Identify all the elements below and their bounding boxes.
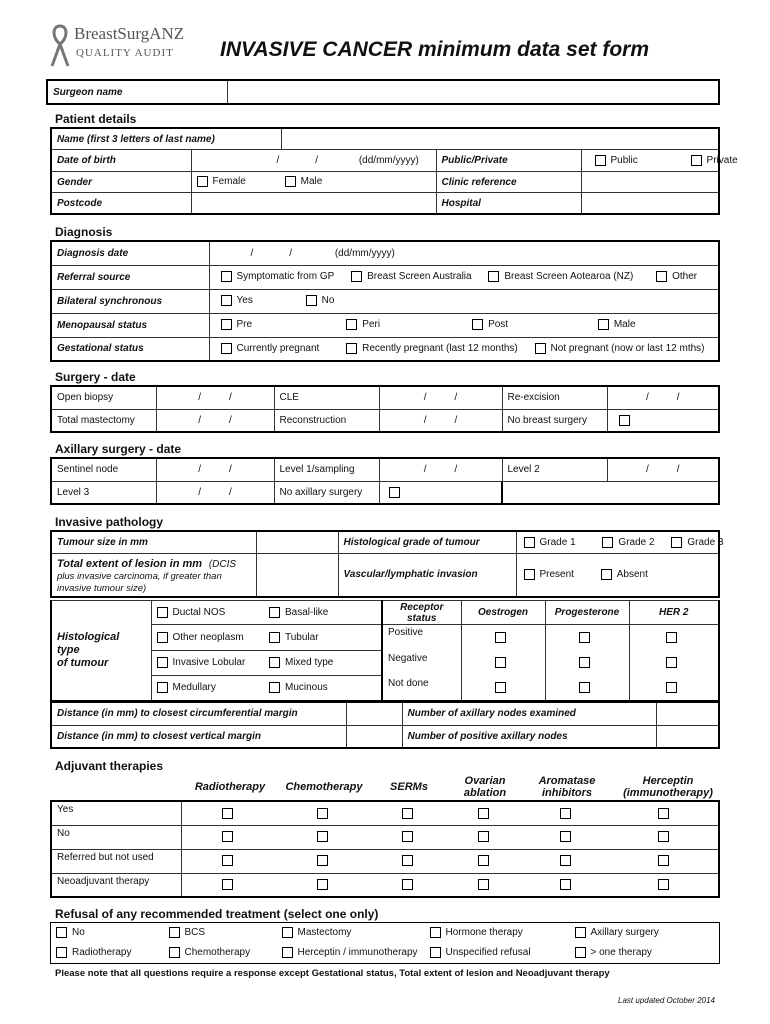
receptor-not-done-label: Not done (382, 676, 461, 701)
surgeon-table (46, 79, 720, 105)
patient-table (50, 127, 738, 215)
level2-date[interactable]: / / (607, 458, 719, 481)
refusal-axillary-checkbox[interactable]: Axillary surgery (570, 923, 720, 944)
extent-cell: Total extent of lesion in mm (DCIS plus invasive carcinoma, if greater than invasive tumour size) (51, 553, 256, 597)
vascular-absent-checkbox[interactable]: Absent (601, 569, 648, 580)
patient-name-label: Name (first 3 letters of last name) (51, 128, 281, 150)
serms-neoadjuvant-checkbox[interactable] (371, 873, 449, 897)
refusal-herceptin-checkbox[interactable]: Herceptin / immunotherapy (277, 943, 425, 964)
total-mastectomy-label: Total mastectomy (51, 409, 156, 432)
progesterone-positive-checkbox[interactable] (545, 625, 629, 651)
diagnosis-date-label: Diagnosis date (51, 241, 209, 265)
histology-table (50, 600, 720, 702)
pathology-heading: Invasive pathology (55, 515, 164, 529)
axillary-table (50, 457, 720, 505)
no-breast-surgery-cell (607, 409, 719, 432)
refusal-no-checkbox[interactable]: No (51, 923, 164, 944)
page-title: INVASIVE CANCER minimum data set form (220, 38, 650, 61)
extent-label: Total extent of lesion in mm (57, 557, 203, 570)
receptor-status-header: Receptor status (382, 601, 461, 625)
referral-gp-checkbox[interactable]: Symptomatic from GP (221, 271, 335, 282)
re-excision-label: Re-excision (502, 386, 607, 409)
gender-label: Gender (51, 172, 191, 193)
nodes-examined-label: Number of axillary nodes examined (402, 702, 656, 725)
nodes-examined-field[interactable] (656, 702, 719, 725)
no-axillary-surgery-cell (379, 481, 502, 504)
menopausal-post-checkbox[interactable]: Post (472, 319, 587, 330)
referral-source-label: Referral source (51, 265, 209, 289)
postcode-label: Postcode (51, 193, 191, 215)
clinic-reference-field[interactable] (581, 172, 719, 193)
surgery-table (50, 385, 720, 433)
bilateral-yes-checkbox[interactable]: Yes (221, 295, 253, 306)
total-mastectomy-date[interactable]: / / (156, 409, 274, 432)
grade-options (516, 531, 724, 553)
dob-label: Date of birth (51, 150, 191, 172)
menopausal-peri-checkbox[interactable]: Peri (346, 319, 461, 330)
chemotherapy-header: Chemotherapy (285, 781, 363, 793)
herceptin-neoadjuvant-checkbox[interactable] (613, 873, 719, 897)
grade-label: Histological grade of tumour (338, 531, 516, 553)
adjuvant-header-row (50, 773, 720, 801)
patient-details-heading: Patient details (55, 112, 137, 126)
bilateral-no-checkbox[interactable]: No (306, 295, 335, 306)
refusal-radiotherapy-checkbox[interactable]: Radiotherapy (51, 943, 164, 964)
herceptin-yes-checkbox[interactable] (613, 801, 719, 825)
refusal-mastectomy-checkbox[interactable]: Mastectomy (277, 923, 425, 944)
aromatase-no-checkbox[interactable] (523, 825, 613, 849)
menopausal-male-checkbox[interactable]: Male (598, 319, 636, 330)
level3-label: Level 3 (51, 481, 156, 504)
grade1-checkbox[interactable]: Grade 1 (524, 537, 576, 548)
no-breast-surgery-label: No breast surgery (502, 409, 607, 432)
referral-other-checkbox[interactable]: Other (656, 271, 697, 282)
re-excision-date[interactable]: / / (607, 386, 719, 409)
refusal-heading: Refusal of any recommended treatment (select one only) (55, 907, 379, 921)
aromatase-referred-checkbox[interactable] (523, 849, 613, 873)
not-pregnant-checkbox[interactable]: Not pregnant (now or last 12 mths) (535, 343, 705, 354)
recently-pregnant-checkbox[interactable]: Recently pregnant (last 12 months) (346, 343, 518, 354)
her2-header: HER 2 (629, 601, 719, 625)
last-updated: Last updated October 2014 (618, 996, 715, 1005)
breastsurganz-logo (48, 22, 198, 70)
oestrogen-negative-checkbox[interactable] (461, 651, 545, 676)
gestational-options (209, 337, 719, 361)
menopausal-label: Menopausal status (51, 313, 209, 337)
patient-name-field[interactable] (281, 128, 719, 150)
adjuvant-neoadjuvant-label: Neoadjuvant therapy (51, 873, 181, 897)
aromatase-neoadjuvant-checkbox[interactable] (523, 873, 613, 897)
private-checkbox[interactable]: Private (691, 155, 738, 166)
mucinous-checkbox[interactable]: Mucinous (264, 676, 382, 701)
extent-field[interactable] (256, 553, 338, 597)
adjuvant-table (50, 800, 720, 898)
reconstruction-label: Reconstruction (274, 409, 379, 432)
referral-bsa-checkbox[interactable]: Breast Screen Australia (351, 271, 472, 282)
open-biopsy-label: Open biopsy (51, 386, 156, 409)
chemotherapy-no-checkbox[interactable] (279, 825, 371, 849)
basal-like-checkbox[interactable]: Basal-like (264, 601, 382, 625)
radiotherapy-yes-checkbox[interactable] (181, 801, 279, 825)
oestrogen-positive-checkbox[interactable] (461, 625, 545, 651)
level3-date[interactable]: / / (156, 481, 274, 504)
ovarian-no-checkbox[interactable] (449, 825, 523, 849)
diagnosis-table (50, 240, 720, 362)
progesterone-not-done-checkbox[interactable] (545, 676, 629, 701)
refusal-unspecified-checkbox[interactable]: Unspecified refusal (425, 943, 570, 964)
diagnosis-heading: Diagnosis (55, 225, 113, 239)
serms-no-checkbox[interactable] (371, 825, 449, 849)
chemotherapy-yes-checkbox[interactable] (279, 801, 371, 825)
referral-source-options (209, 265, 719, 289)
aromatase-yes-checkbox[interactable] (523, 801, 613, 825)
sentinel-node-date[interactable]: / / (156, 458, 274, 481)
currently-pregnant-checkbox[interactable]: Currently pregnant (221, 343, 320, 354)
vascular-present-checkbox[interactable]: Present (524, 569, 574, 580)
progesterone-header: Progesterone (545, 601, 629, 625)
radiotherapy-header: Radiotherapy (194, 781, 266, 793)
her2-not-done-checkbox[interactable] (629, 676, 719, 701)
progesterone-negative-checkbox[interactable] (545, 651, 629, 676)
radiotherapy-referred-checkbox[interactable] (181, 849, 279, 873)
vascular-options (516, 553, 719, 597)
nodes-positive-field[interactable] (656, 725, 719, 748)
no-breast-surgery-checkbox[interactable] (619, 415, 630, 426)
receptor-positive-label: Positive (382, 625, 461, 651)
menopausal-pre-checkbox[interactable]: Pre (221, 319, 336, 330)
surgeon-name-label: Surgeon name (47, 80, 227, 104)
no-axillary-surgery-checkbox[interactable] (389, 487, 400, 498)
public-private-label: Public/Private (436, 150, 581, 172)
grade3-checkbox[interactable]: Grade 3 (671, 537, 723, 548)
gestational-label: Gestational status (51, 337, 209, 361)
male-checkbox[interactable]: Male (285, 176, 323, 187)
serms-yes-checkbox[interactable] (371, 801, 449, 825)
logo-name: BreastSurgANZ (74, 24, 185, 43)
herceptin-referred-checkbox[interactable] (613, 849, 719, 873)
bilateral-label: Bilateral synchronous (51, 289, 209, 313)
sentinel-node-label: Sentinel node (51, 458, 156, 481)
nodes-positive-label: Number of positive axillary nodes (402, 725, 656, 748)
ovarian-ablation-header: Ovarian ablation (463, 775, 507, 799)
chemotherapy-referred-checkbox[interactable] (279, 849, 371, 873)
open-biopsy-date[interactable]: / / (156, 386, 274, 409)
vertical-margin-field[interactable] (346, 725, 402, 748)
radiotherapy-neoadjuvant-checkbox[interactable] (181, 873, 279, 897)
menopausal-options (209, 313, 719, 337)
surgeon-name-field[interactable] (227, 80, 719, 104)
level1-label: Level 1/sampling (274, 458, 379, 481)
hospital-field[interactable] (581, 193, 719, 215)
radiotherapy-no-checkbox[interactable] (181, 825, 279, 849)
dob-field[interactable]: / / (dd/mm/yyyy) (191, 150, 436, 172)
footer-note: Please note that all questions require a response except Gestational status, Total extent of lesion and Neoadjuvant therapy (55, 968, 610, 979)
vertical-margin-label: Distance (in mm) to closest vertical margin (51, 725, 346, 748)
no-axillary-surgery-label: No axillary surgery (274, 481, 379, 504)
diagnosis-date-field[interactable]: / / (dd/mm/yyyy) (209, 241, 719, 265)
herceptin-no-checkbox[interactable] (613, 825, 719, 849)
ductal-nos-checkbox[interactable]: Ductal NOS (151, 601, 264, 625)
mixed-type-checkbox[interactable]: Mixed type (264, 651, 382, 676)
aromatase-header: Aromatase inhibitors (538, 775, 596, 799)
oestrogen-header: Oestrogen (461, 601, 545, 625)
refusal-hormone-checkbox[interactable]: Hormone therapy (425, 923, 570, 944)
cle-date[interactable]: / / (379, 386, 502, 409)
adjuvant-heading: Adjuvant therapies (55, 759, 164, 773)
gender-options (191, 172, 436, 193)
pathology-top-table (50, 530, 724, 598)
circumferential-margin-label: Distance (in mm) to closest circumferential margin (51, 702, 346, 725)
axillary-heading: Axillary surgery - date (55, 442, 182, 456)
ovarian-neoadjuvant-checkbox[interactable] (449, 873, 523, 897)
her2-positive-checkbox[interactable] (629, 625, 719, 651)
adjuvant-no-label: No (51, 825, 181, 849)
other-neoplasm-checkbox[interactable]: Other neoplasm (151, 625, 264, 651)
tumour-size-label: Tumour size in mm (51, 531, 256, 553)
serms-header: SERMs (390, 781, 428, 793)
refusal-table (50, 922, 720, 964)
adjuvant-referred-label: Referred but not used (51, 849, 181, 873)
margins-table (50, 701, 720, 749)
herceptin-header: Herceptin (immunotherapy) (623, 775, 713, 799)
bilateral-options (209, 289, 719, 313)
refusal-chemotherapy-checkbox[interactable]: Chemotherapy (164, 943, 277, 964)
oestrogen-not-done-checkbox[interactable] (461, 676, 545, 701)
ribbon-icon (48, 22, 72, 68)
referral-nz-checkbox[interactable]: Breast Screen Aotearoa (NZ) (488, 271, 633, 282)
invasive-lobular-checkbox[interactable]: Invasive Lobular (151, 651, 264, 676)
ovarian-yes-checkbox[interactable] (449, 801, 523, 825)
tumour-size-field[interactable] (256, 531, 338, 553)
logo-subtitle: QUALITY AUDIT (76, 47, 174, 59)
circumferential-margin-field[interactable] (346, 702, 402, 725)
histological-type-cell: Histological type of tumour (51, 601, 151, 701)
her2-negative-checkbox[interactable] (629, 651, 719, 676)
tubular-checkbox[interactable]: Tubular (264, 625, 382, 651)
adjuvant-yes-label: Yes (51, 801, 181, 825)
level2-label: Level 2 (502, 458, 607, 481)
cle-label: CLE (274, 386, 379, 409)
medullary-checkbox[interactable]: Medullary (151, 676, 264, 701)
chemotherapy-neoadjuvant-checkbox[interactable] (279, 873, 371, 897)
clinic-reference-label: Clinic reference (436, 172, 581, 193)
public-private-options (581, 150, 738, 172)
postcode-field[interactable] (191, 193, 436, 215)
vascular-label: Vascular/lymphatic invasion (338, 553, 516, 597)
grade2-checkbox[interactable]: Grade 2 (602, 537, 654, 548)
surgery-heading: Surgery - date (55, 370, 136, 384)
hospital-label: Hospital (436, 193, 581, 215)
receptor-negative-label: Negative (382, 651, 461, 676)
public-checkbox[interactable]: Public (595, 155, 638, 166)
refusal-bcs-checkbox[interactable]: BCS (164, 923, 277, 944)
reconstruction-date[interactable]: / / (379, 409, 502, 432)
female-checkbox[interactable]: Female (197, 176, 246, 187)
serms-referred-checkbox[interactable] (371, 849, 449, 873)
level1-date[interactable]: / / (379, 458, 502, 481)
ovarian-referred-checkbox[interactable] (449, 849, 523, 873)
refusal-multiple-checkbox[interactable]: > one therapy (570, 943, 720, 964)
